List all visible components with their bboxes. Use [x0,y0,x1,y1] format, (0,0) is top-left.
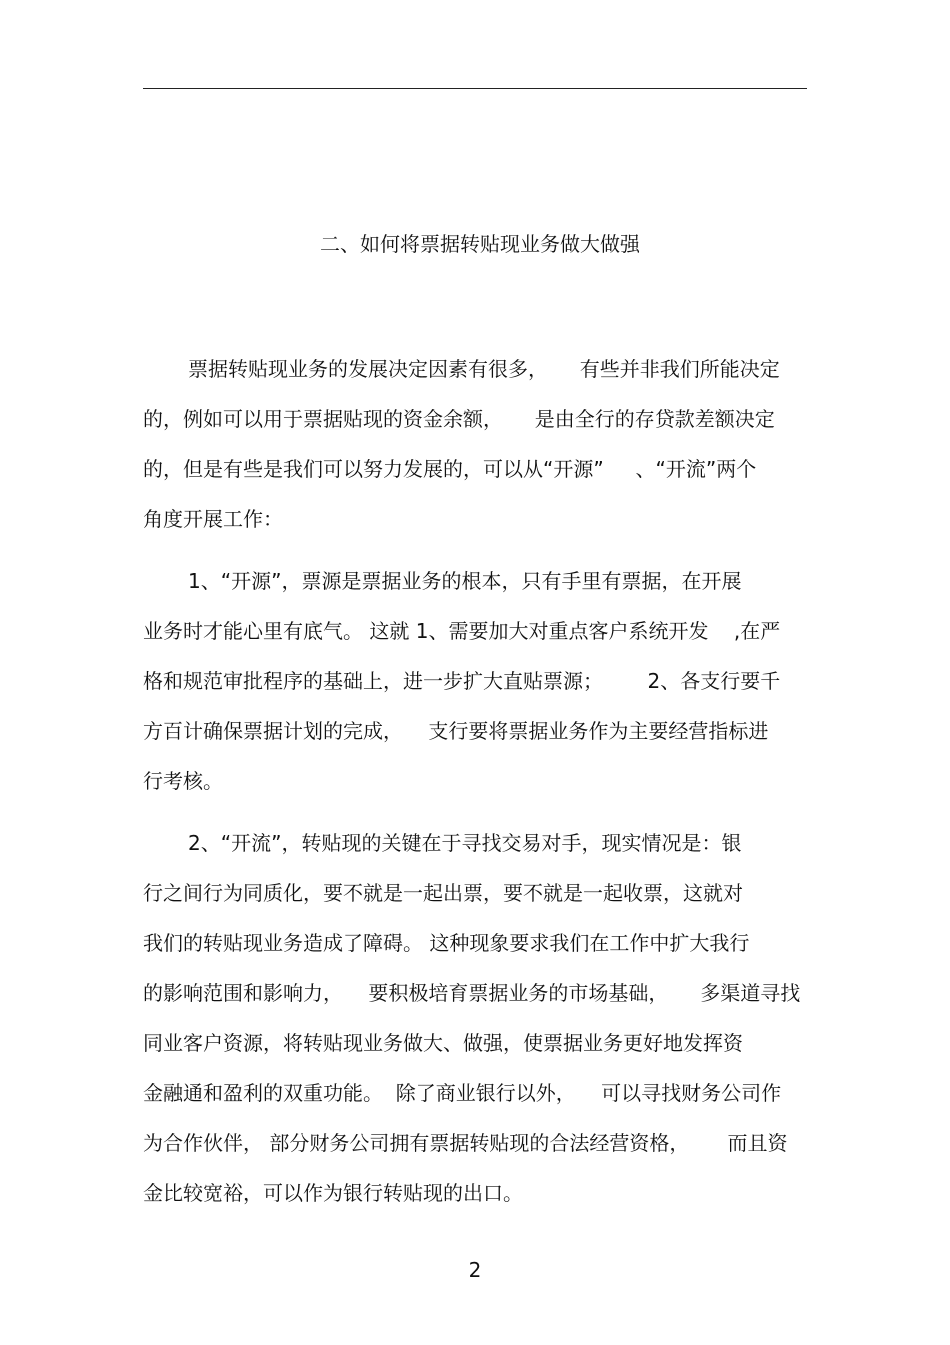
section-heading: 二、如何将票据转贴现业务做大做强 [320,232,640,256]
paragraph-line: 角度开展工作： [143,507,283,531]
header-rule [143,88,807,89]
paragraph-line: 的影响范围和影响力， 要积极培育票据业务的市场基础， 多渠道寻找 [143,981,801,1005]
paragraph-line: 金比较宽裕，可以作为银行转贴现的出口。 [143,1181,523,1205]
paragraph-line: 为合作伙伴， 部分财务公司拥有票据转贴现的合法经营资格， 而且资 [143,1131,788,1155]
page-number: 2 [468,1258,482,1282]
paragraph-line: 行之间行为同质化，要不就是一起出票，要不就是一起收票，这就对 [143,881,743,905]
paragraph-line: 方百计确保票据计划的完成， 支行要将票据业务作为主要经营指标进 [143,719,769,743]
paragraph-line: 同业客户资源，将转贴现业务做大、做强，使票据业务更好地发挥资 [143,1031,743,1055]
paragraph-line: 2、“开流”，转贴现的关键在于寻找交易对手，现实情况是：银 [188,831,742,855]
paragraph-line: 金融通和盈利的双重功能。 除了商业银行以外， 可以寻找财务公司作 [143,1081,782,1105]
paragraph-line: 行考核。 [143,769,223,793]
paragraph-line: 票据转贴现业务的发展决定因素有很多， 有些并非我们所能决定 [188,357,780,381]
paragraph-line: 的，但是有些是我们可以努力发展的，可以从“开源” 、“开流”两个 [143,457,757,481]
paragraph-line: 的，例如可以用于票据贴现的资金余额， 是由全行的存贷款差额决定 [143,407,775,431]
paragraph-line: 业务时才能心里有底气。 这就 1、需要加大对重点客户系统开发 ,在严 [143,619,781,643]
paragraph-line: 我们的转贴现业务造成了障碍。 这种现象要求我们在工作中扩大我行 [143,931,750,955]
paragraph-line: 格和规范审批程序的基础上，进一步扩大直贴票源； 2、各支行要千 [143,669,781,693]
paragraph-line: 1、“开源”，票源是票据业务的根本，只有手里有票据，在开展 [188,569,742,593]
